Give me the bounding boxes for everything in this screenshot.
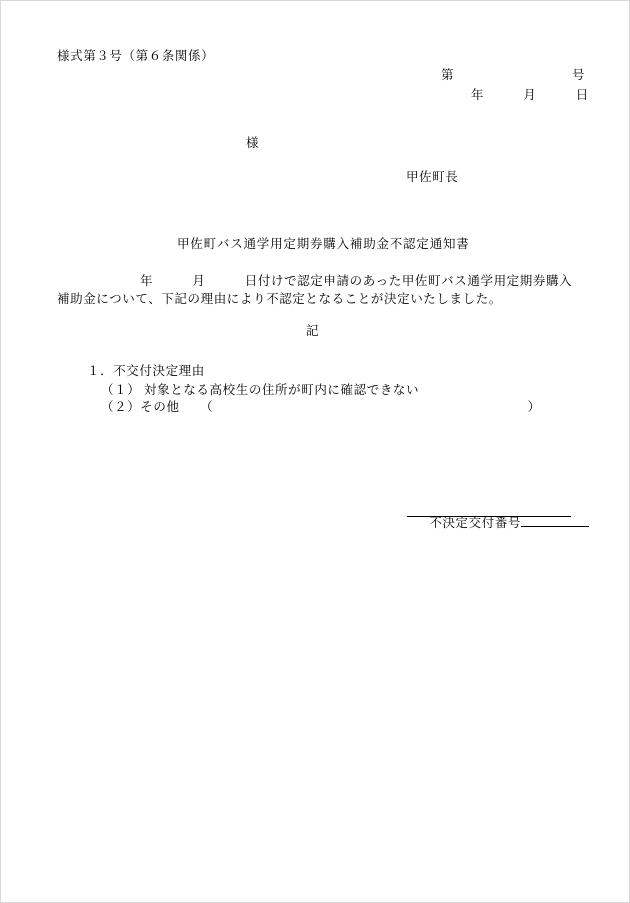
- body-paragraph-line-1: 年 月 日付けで認定申請のあった甲佐町バス通学用定期券購入: [140, 274, 573, 288]
- reason-item-1: （１） 対象となる高校生の住所が町内に確認できない: [101, 383, 420, 397]
- document-title: 甲佐町バス通学用定期券購入補助金不認定通知書: [177, 237, 470, 251]
- body-paragraph-line-2: 補助金について、下記の理由により不認定となることが決定いたしました。: [57, 292, 502, 306]
- decision-number-label: [407, 498, 589, 546]
- serial-number-row: 第 号: [441, 68, 586, 82]
- decision-number-blank: [521, 526, 589, 527]
- decision-number-rule: [407, 516, 571, 517]
- form-number: 様式第３号（第６条関係）: [57, 49, 215, 63]
- reason-item-2: （２）その他 （ ）: [101, 400, 541, 414]
- reason-heading: １．不交付決定理由: [87, 364, 205, 378]
- decision-number-text: 不決定交付番号: [429, 516, 522, 530]
- ki-mark: 記: [306, 324, 320, 338]
- notification-document: [1, 1, 630, 903]
- addressee-honorific: 様: [246, 136, 260, 150]
- issuer-name: 甲佐町長: [406, 170, 459, 184]
- issue-date-row: 年 月 日: [471, 88, 589, 102]
